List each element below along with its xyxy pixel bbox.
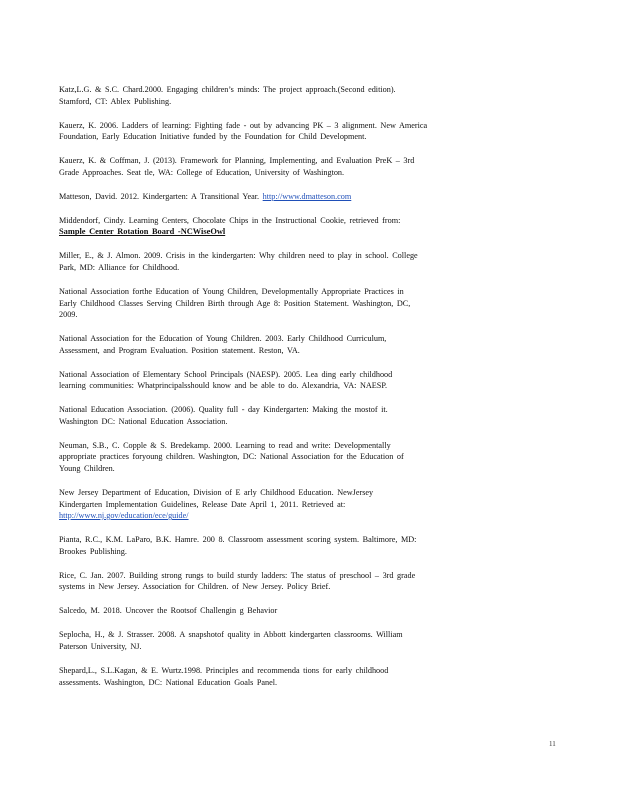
reference-entry	[59, 665, 545, 688]
reference-bold-title: Sample Center Rotation Board -NCWiseOwl	[59, 227, 226, 237]
reference-line: Katz,L.G. & S.C. Chard.2000. Engaging children’s minds: The project approach.(Second edition).	[59, 85, 396, 94]
reference-entry	[59, 84, 545, 107]
reference-line: Salcedo, M. 2018. Uncover the Rootsof Challengin g Behavior	[59, 606, 278, 616]
reference-entry	[59, 333, 545, 356]
reference-link[interactable]: http://www.dmatteson.com	[262, 191, 352, 201]
reference-entry	[59, 120, 545, 143]
reference-line: assessments. Washington, DC: National Education Goals Panel.	[59, 677, 278, 687]
reference-line: National Association of Elementary School Principals (NAESP). 2005. Lea ding early childhood	[59, 369, 393, 379]
reference-line: Grade Approaches. Seat tle, WA: College of Education, University of Washington.	[59, 167, 345, 177]
reference-line: Shepard,L., S.L.Kagan, & E. Wurtz.1998. Principles and recommenda tions for early childhood	[59, 666, 389, 675]
reference-entry	[59, 250, 545, 273]
reference-line: National Education Association. (2006). Quality full - day Kindergarten: Making the mostof it.	[59, 405, 388, 415]
reference-entry	[59, 215, 545, 238]
reference-line: Washington DC: National Education Association.	[59, 416, 228, 426]
reference-line: learning communities: Whatprincipalsshould know and be able to do. Alexandria, VA: NAESP.	[59, 381, 388, 391]
reference-line: Middendorf, Cindy. Learning Centers, Chocolate Chips in the Instructional Cookie, retrieved from:	[59, 215, 401, 225]
reference-line: Brookes Publishing.	[59, 546, 127, 556]
reference-entry	[59, 369, 545, 392]
reference-line: Rice, C. Jan. 2007. Building strong rungs to build sturdy ladders: The status of preschool – 3rd grade	[59, 570, 416, 580]
reference-link[interactable]: http://www.nj.gov/education/ece/guide/	[59, 511, 189, 521]
reference-text: Matteson, David. 2012. Kindergarten: A Transitional Year.	[59, 191, 263, 201]
reference-entry	[59, 191, 545, 203]
reference-entry	[59, 286, 545, 321]
reference-line: Neuman, S.B., C. Copple & S. Bredekamp. 2000. Learning to read and write: Developmentally	[59, 440, 391, 450]
reference-line: 2009.	[59, 310, 78, 320]
reference-entry	[59, 605, 545, 617]
reference-line: appropriate practices foryoung children. Washington, DC: National Association for the Education of	[59, 452, 404, 462]
reference-line: Paterson University, NJ.	[59, 641, 142, 651]
reference-line: Young Children.	[59, 463, 115, 473]
reference-line: Kauerz, K. & Coffman, J. (2013). Framework for Planning, Implementing, and Evaluation PreK – 3rd	[59, 156, 415, 166]
reference-line: systems in New Jersey. Association for Children. of New Jersey. Policy Brief.	[59, 582, 331, 592]
reference-line: Park, MD: Alliance for Childhood.	[59, 262, 180, 272]
reference-entry	[59, 155, 545, 178]
reference-line: Assessment, and Program Evaluation. Position statement. Reston, VA.	[59, 345, 300, 355]
reference-line: Kauerz, K. 2006. Ladders of learning: Fighting fade - out by advancing PK – 3 alignment. New America	[59, 120, 428, 130]
reference-line: Seplocha, H., & J. Strasser. 2008. A snapshotof quality in Abbott kindergarten classrooms. William	[59, 630, 403, 640]
reference-line: Miller, E., & J. Almon. 2009. Crisis in the kindergarten: Why children need to play in school. College	[59, 251, 418, 261]
reference-line: National Association for the Education of Young Children. 2003. Early Childhood Curriculum,	[59, 334, 387, 344]
references-list	[59, 84, 545, 688]
reference-line	[59, 191, 545, 203]
reference-line: Early Childhood Classes Serving Children Birth through Age 8: Position Statement. Washington, DC,	[59, 298, 411, 308]
reference-entry	[59, 629, 545, 652]
reference-line: National Association forthe Education of Young Children, Developmentally Appropriate Practices in	[59, 287, 404, 297]
reference-line: Pianta, R.C., K.M. LaParo, B.K. Hamre. 200 8. Classroom assessment scoring system. Baltimore, MD:	[59, 535, 417, 545]
reference-entry	[59, 534, 545, 557]
reference-entry	[59, 487, 545, 522]
reference-entry	[59, 404, 545, 427]
reference-line: Kindergarten Implementation Guidelines, Release Date April 1, 2011. Retrieved at:	[59, 499, 346, 509]
reference-entry	[59, 440, 545, 475]
reference-line: Stamford, CT: Ablex Publishing.	[59, 96, 172, 106]
page-number: 11	[549, 740, 556, 748]
reference-line: New Jersey Department of Education, Division of E arly Childhood Education. NewJersey	[59, 488, 374, 498]
reference-entry	[59, 570, 545, 593]
reference-line: Foundation, Early Education Initiative funded by the Foundation for Child Development.	[59, 132, 367, 142]
